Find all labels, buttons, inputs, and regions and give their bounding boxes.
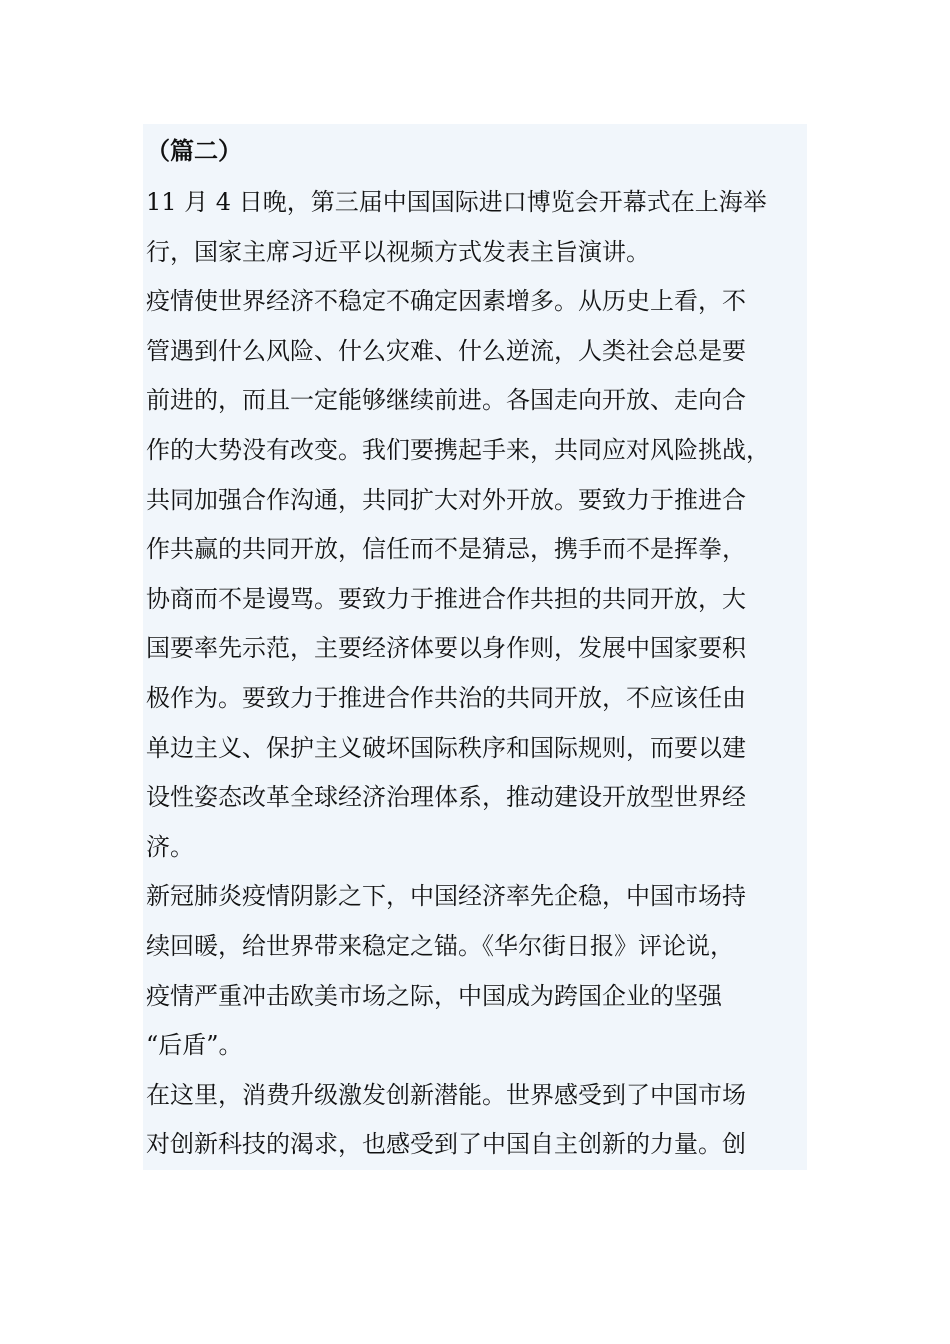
text-line: 续回暖，给世界带来稳定之锚。《华尔街日报》评论说， <box>146 931 734 960</box>
text-line: 管遇到什么风险、什么灾难、什么逆流，人类社会总是要 <box>146 336 746 365</box>
text-line: 前进的，而且一定能够继续前进。各国走向开放、走向合 <box>146 386 746 415</box>
text-line: 济。 <box>146 832 194 861</box>
text-line: 共同加强合作沟通，共同扩大对外开放。要致力于推进合 <box>146 485 746 514</box>
text-line: 11 月 4 日晚，第三届中国国际进口博览会开幕式在上海举 <box>146 188 767 216</box>
text-line: 单边主义、保护主义破坏国际秩序和国际规则，而要以建 <box>146 733 746 762</box>
text-line: 作共赢的共同开放，信任而不是猜忌，携手而不是挥拳， <box>146 535 746 564</box>
text-line: 协商而不是谩骂。要致力于推进合作共担的共同开放，大 <box>146 584 746 613</box>
text-line: 新冠肺炎疫情阴影之下，中国经济率先企稳，中国市场持 <box>146 882 746 911</box>
article-text-block <box>143 124 807 1170</box>
text-line: “后盾”。 <box>146 1031 243 1060</box>
text-line: 作的大势没有改变。我们要携起手来，共同应对风险挑战， <box>146 435 770 464</box>
text-line: 设性姿态改革全球经济治理体系，推动建设开放型世界经 <box>146 783 746 812</box>
section-heading: （篇二） <box>146 136 242 165</box>
text-line: 行，国家主席习近平以视频方式发表主旨演讲。 <box>146 237 650 266</box>
text-line: 在这里，消费升级激发创新潜能。世界感受到了中国市场 <box>146 1080 746 1109</box>
text-line: 疫情严重冲击欧美市场之际，中国成为跨国企业的坚强 <box>146 981 722 1010</box>
text-line: 国要率先示范，主要经济体要以身作则，发展中国家要积 <box>146 634 746 663</box>
text-line: 对创新科技的渴求，也感受到了中国自主创新的力量。创 <box>146 1130 746 1159</box>
text-line: 疫情使世界经济不稳定不确定因素增多。从历史上看，不 <box>146 287 746 316</box>
text-line: 极作为。要致力于推进合作共治的共同开放，不应该任由 <box>146 683 746 712</box>
